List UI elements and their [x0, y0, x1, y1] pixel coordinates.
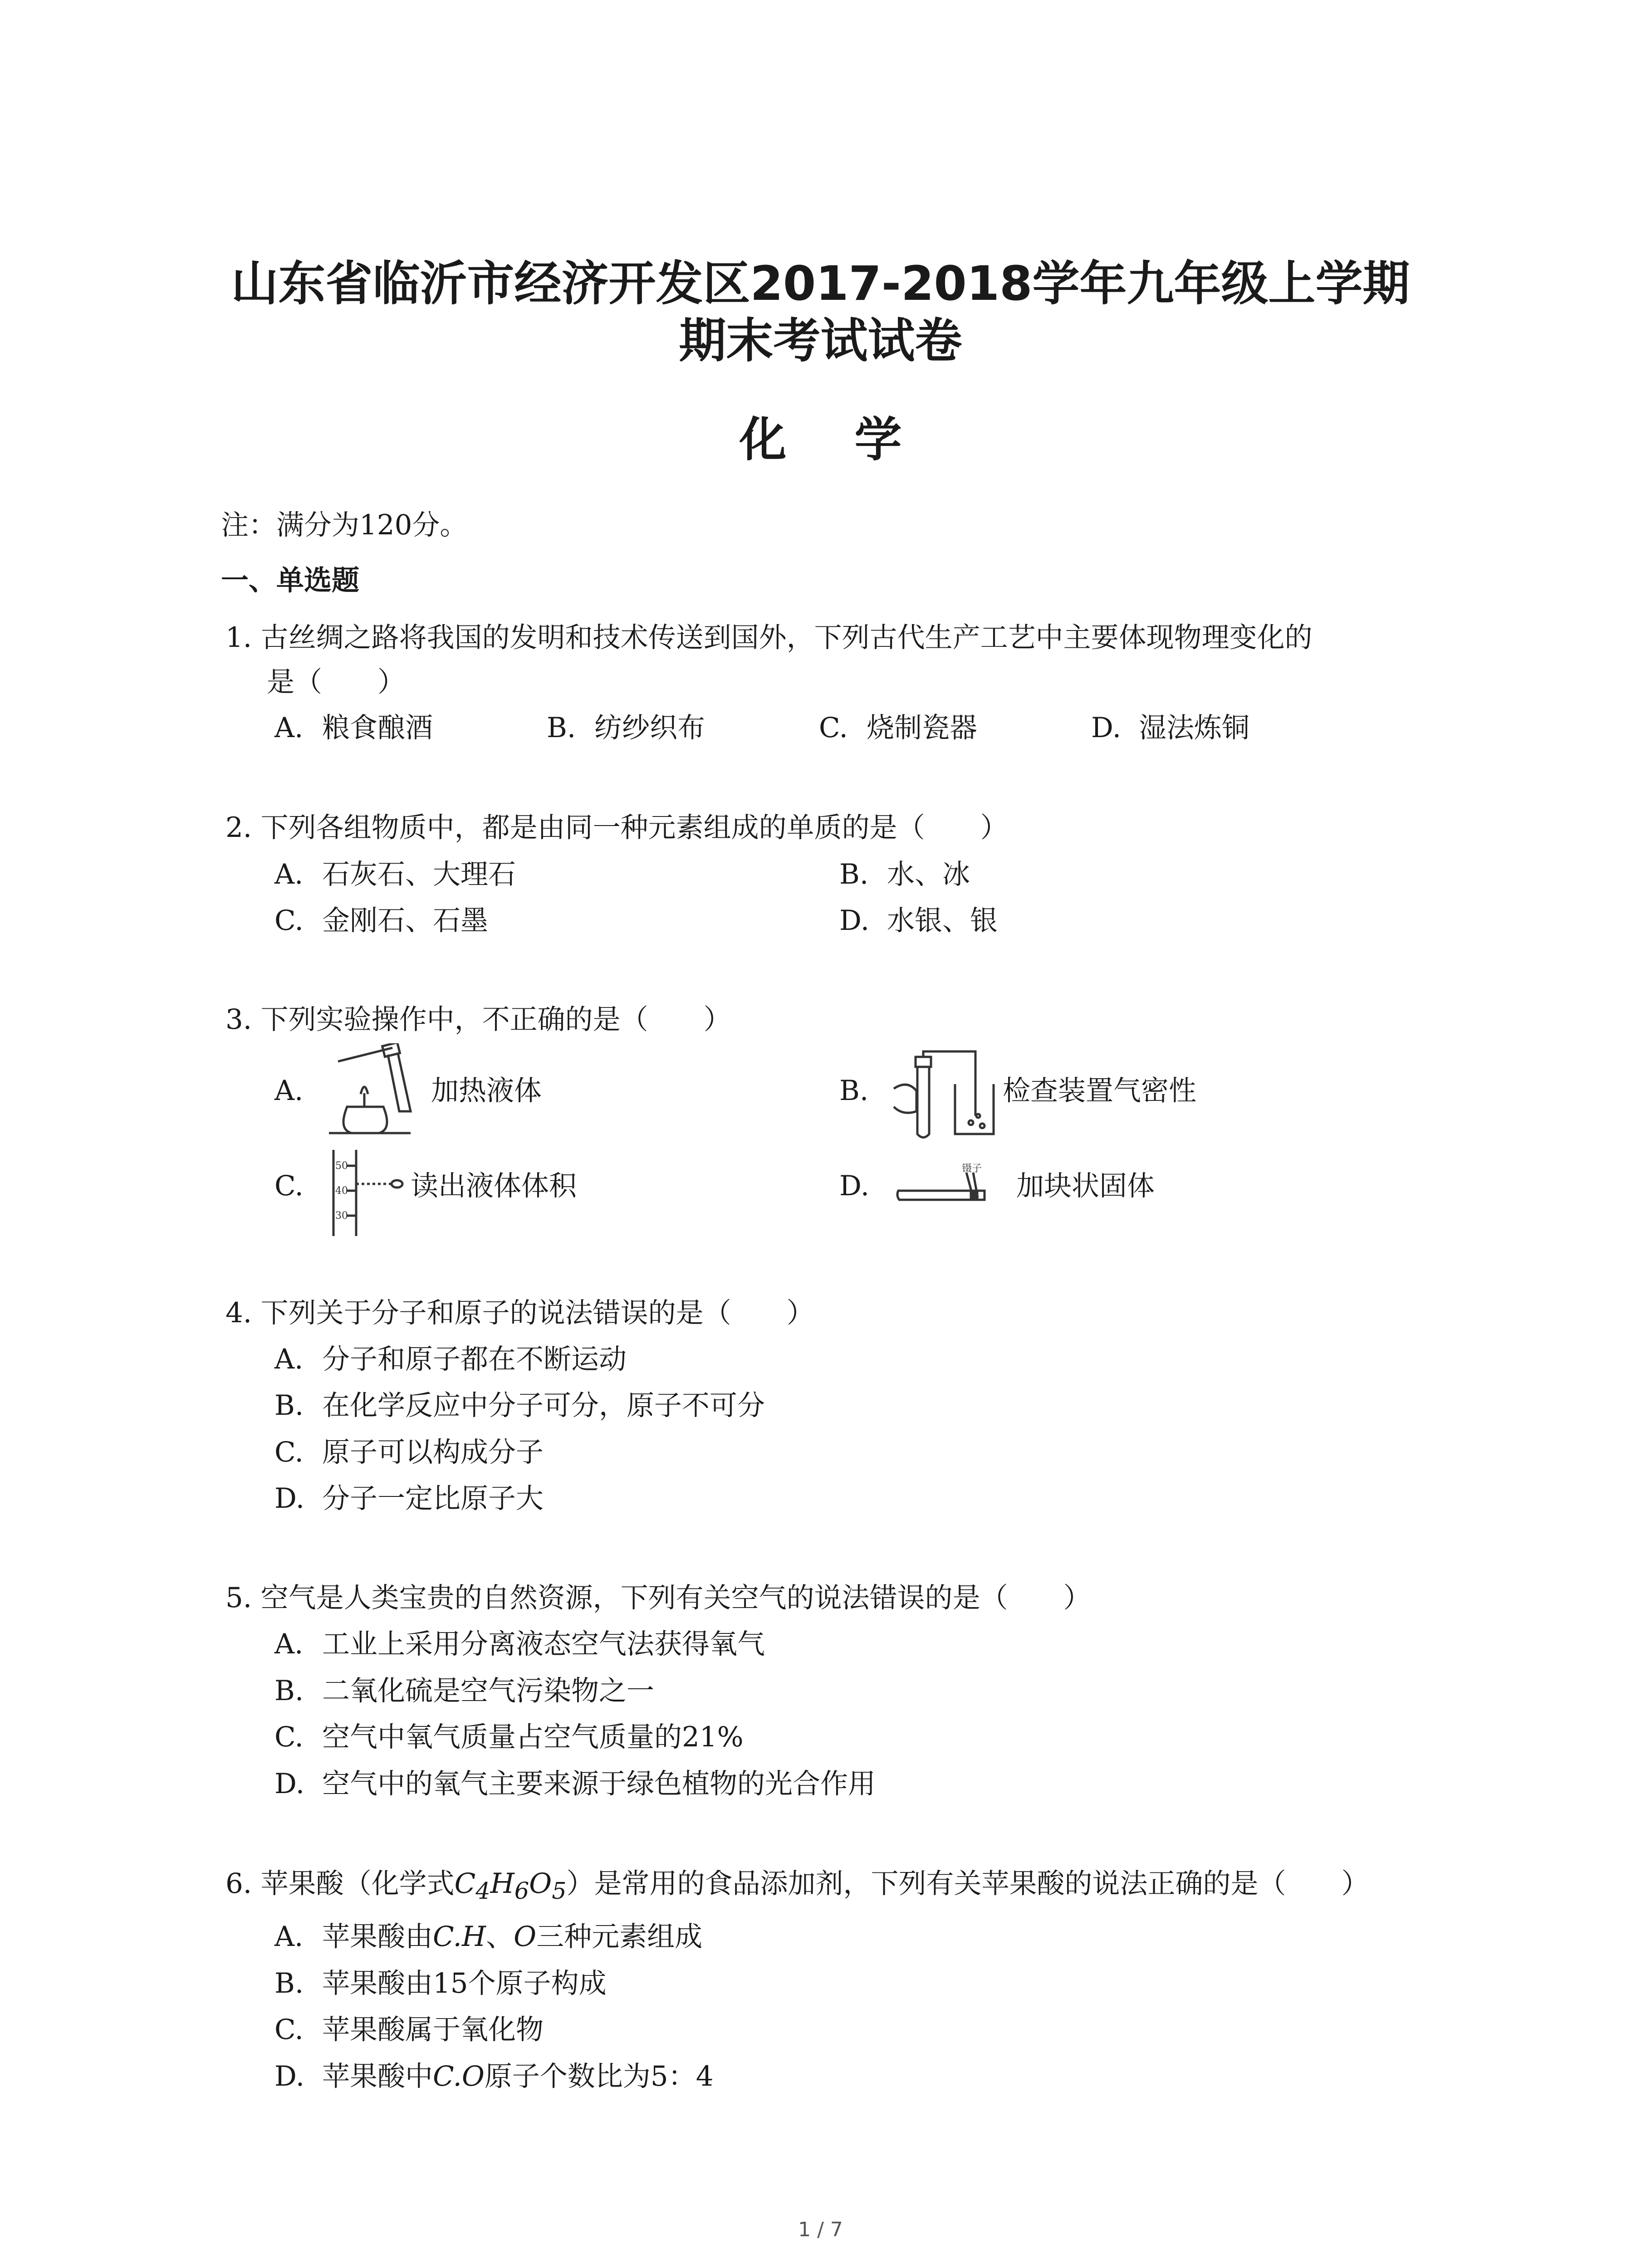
option-letter: C.	[274, 1721, 304, 1753]
option-text: 粮食酿酒	[322, 712, 433, 744]
option-a	[274, 1341, 627, 1378]
option-text-elements: C.H	[433, 1921, 486, 1953]
option-letter: B.	[274, 1389, 304, 1422]
formula-h: H	[490, 1867, 514, 1900]
option-letter: A.	[274, 1628, 304, 1660]
option-text-pre: 苹果酸中	[322, 2060, 433, 2092]
option-letter: D.	[274, 1768, 305, 1800]
question-stem: 5. 空气是人类宝贵的自然资源，下列有关空气的说法错误的是（ ）	[225, 1582, 1091, 1614]
formula-o: O	[529, 1867, 552, 1900]
cylinder-tick-30: 30	[335, 1210, 348, 1222]
score-note: 注：满分为120分。	[221, 509, 468, 541]
question-stem-continued: 是（ ）	[267, 666, 406, 698]
adding-solid-figure	[894, 1163, 1007, 1213]
option-text: 原子可以构成分子	[322, 1436, 544, 1468]
question-stem: 2. 下列各组物质中，都是由同一种元素组成的单质的是（ ）	[225, 811, 1008, 844]
option-a	[274, 1626, 765, 1662]
page-number: 1 / 7	[798, 2218, 843, 2241]
option-letter: A.	[274, 1921, 304, 1953]
formula-c-count: 4	[475, 1877, 490, 1905]
option-text: 苹果酸由15个原子构成	[322, 1967, 607, 1999]
option-text: 水、冰	[887, 858, 970, 890]
option-letter: A.	[274, 712, 304, 744]
option-a-text: 加热液体	[431, 1075, 542, 1107]
option-letter: C.	[819, 712, 848, 744]
option-d	[274, 2058, 714, 2095]
option-c	[274, 1434, 544, 1471]
option-text-post: 三种元素组成	[536, 1921, 703, 1953]
option-text: 空气中的氧气主要来源于绿色植物的光合作用	[322, 1768, 876, 1800]
option-a	[274, 1919, 702, 1955]
option-b	[274, 1673, 654, 1709]
option-c-letter: C.	[274, 1170, 304, 1202]
option-c	[274, 2012, 544, 2048]
option-text-element-o: O	[514, 1921, 537, 1953]
option-text-elements: C.O	[433, 2060, 485, 2092]
exam-title-line1: 山东省临沂市经济开发区2017-2018学年九年级上学期	[231, 256, 1410, 311]
option-text: 空气中氧气质量占空气质量的21%	[322, 1721, 744, 1753]
option-text-sep: 、	[486, 1921, 514, 1953]
option-text: 烧制瓷器	[867, 712, 978, 744]
option-letter: B.	[547, 712, 576, 744]
reading-volume-figure	[324, 1148, 406, 1238]
question-stem	[225, 1866, 1369, 1909]
question-stem: 3. 下列实验操作中，不正确的是（ ）	[225, 1003, 731, 1036]
option-c	[274, 903, 488, 939]
option-text: 石灰石、大理石	[322, 858, 516, 890]
option-a	[274, 856, 516, 893]
option-letter: A.	[274, 858, 304, 890]
option-text: 水银、银	[887, 904, 998, 937]
formula-c: C	[454, 1867, 476, 1900]
option-text: 分子和原子都在不断运动	[322, 1343, 627, 1375]
tweezers-label: 镊子	[962, 1163, 982, 1174]
option-letter: D.	[274, 1482, 305, 1515]
question-stem: 4. 下列关于分子和原子的说法错误的是（ ）	[225, 1297, 814, 1329]
stem-suffix: ）是常用的食品添加剂，下列有关苹果酸的说法正确的是（ ）	[566, 1867, 1369, 1900]
option-letter: B.	[839, 858, 869, 890]
option-b	[274, 1965, 607, 2002]
option-d	[274, 1481, 544, 1517]
option-b-text: 检查装置气密性	[1003, 1075, 1197, 1107]
option-letter: B.	[274, 1967, 304, 1999]
option-b	[839, 856, 970, 893]
option-letter: C.	[274, 1436, 304, 1468]
option-letter: C.	[274, 2014, 304, 2046]
option-letter: D.	[839, 904, 870, 937]
heating-liquid-figure	[320, 1043, 424, 1136]
option-b-letter: B.	[839, 1075, 869, 1107]
question-stem: 1. 古丝绸之路将我国的发明和技术传送到国外，下列古代生产工艺中主要体现物理变化的	[225, 621, 1313, 654]
option-text: 二氧化硫是空气污染物之一	[322, 1675, 655, 1707]
option-letter: C.	[274, 904, 304, 937]
option-text: 分子一定比原子大	[322, 1482, 544, 1515]
option-text: 工业上采用分离液态空气法获得氧气	[322, 1628, 765, 1660]
option-letter: A.	[274, 1343, 304, 1375]
option-d-text: 加块状固体	[1016, 1170, 1155, 1202]
option-text: 湿法炼铜	[1139, 712, 1250, 744]
option-text: 在化学反应中分子可分，原子不可分	[322, 1389, 765, 1422]
formula-h-count: 6	[514, 1877, 529, 1905]
option-b	[274, 1388, 765, 1424]
option-letter: D.	[274, 2060, 305, 2092]
option-c	[819, 710, 977, 746]
option-b	[547, 710, 705, 746]
exam-subject: 化学	[739, 412, 970, 467]
option-d	[1091, 710, 1249, 746]
airtightness-check-figure	[889, 1048, 998, 1143]
section-heading-single-choice: 一、单选题	[221, 564, 360, 596]
option-a	[274, 710, 433, 746]
exam-title-line2: 期末考试试卷	[679, 313, 962, 368]
option-letter: B.	[274, 1675, 304, 1707]
option-d-letter: D.	[839, 1170, 870, 1202]
option-letter: D.	[1091, 712, 1122, 744]
option-d	[839, 903, 998, 939]
option-a-letter: A.	[274, 1075, 304, 1107]
cylinder-tick-40: 40	[335, 1185, 348, 1197]
option-text: 纺纱织布	[594, 712, 705, 744]
option-text: 苹果酸属于氧化物	[322, 2014, 544, 2046]
option-c-text: 读出液体体积	[411, 1170, 577, 1202]
option-text-pre: 苹果酸由	[322, 1921, 433, 1953]
option-text-post: 原子个数比为5：4	[484, 2060, 714, 2092]
option-d	[274, 1766, 876, 1802]
option-c	[274, 1719, 744, 1755]
option-text: 金刚石、石墨	[322, 904, 489, 937]
stem-prefix: 6. 苹果酸（化学式	[225, 1867, 455, 1900]
cylinder-tick-50: 50	[335, 1160, 348, 1172]
chemical-formula	[454, 1867, 567, 1905]
formula-o-count: 5	[552, 1877, 567, 1905]
